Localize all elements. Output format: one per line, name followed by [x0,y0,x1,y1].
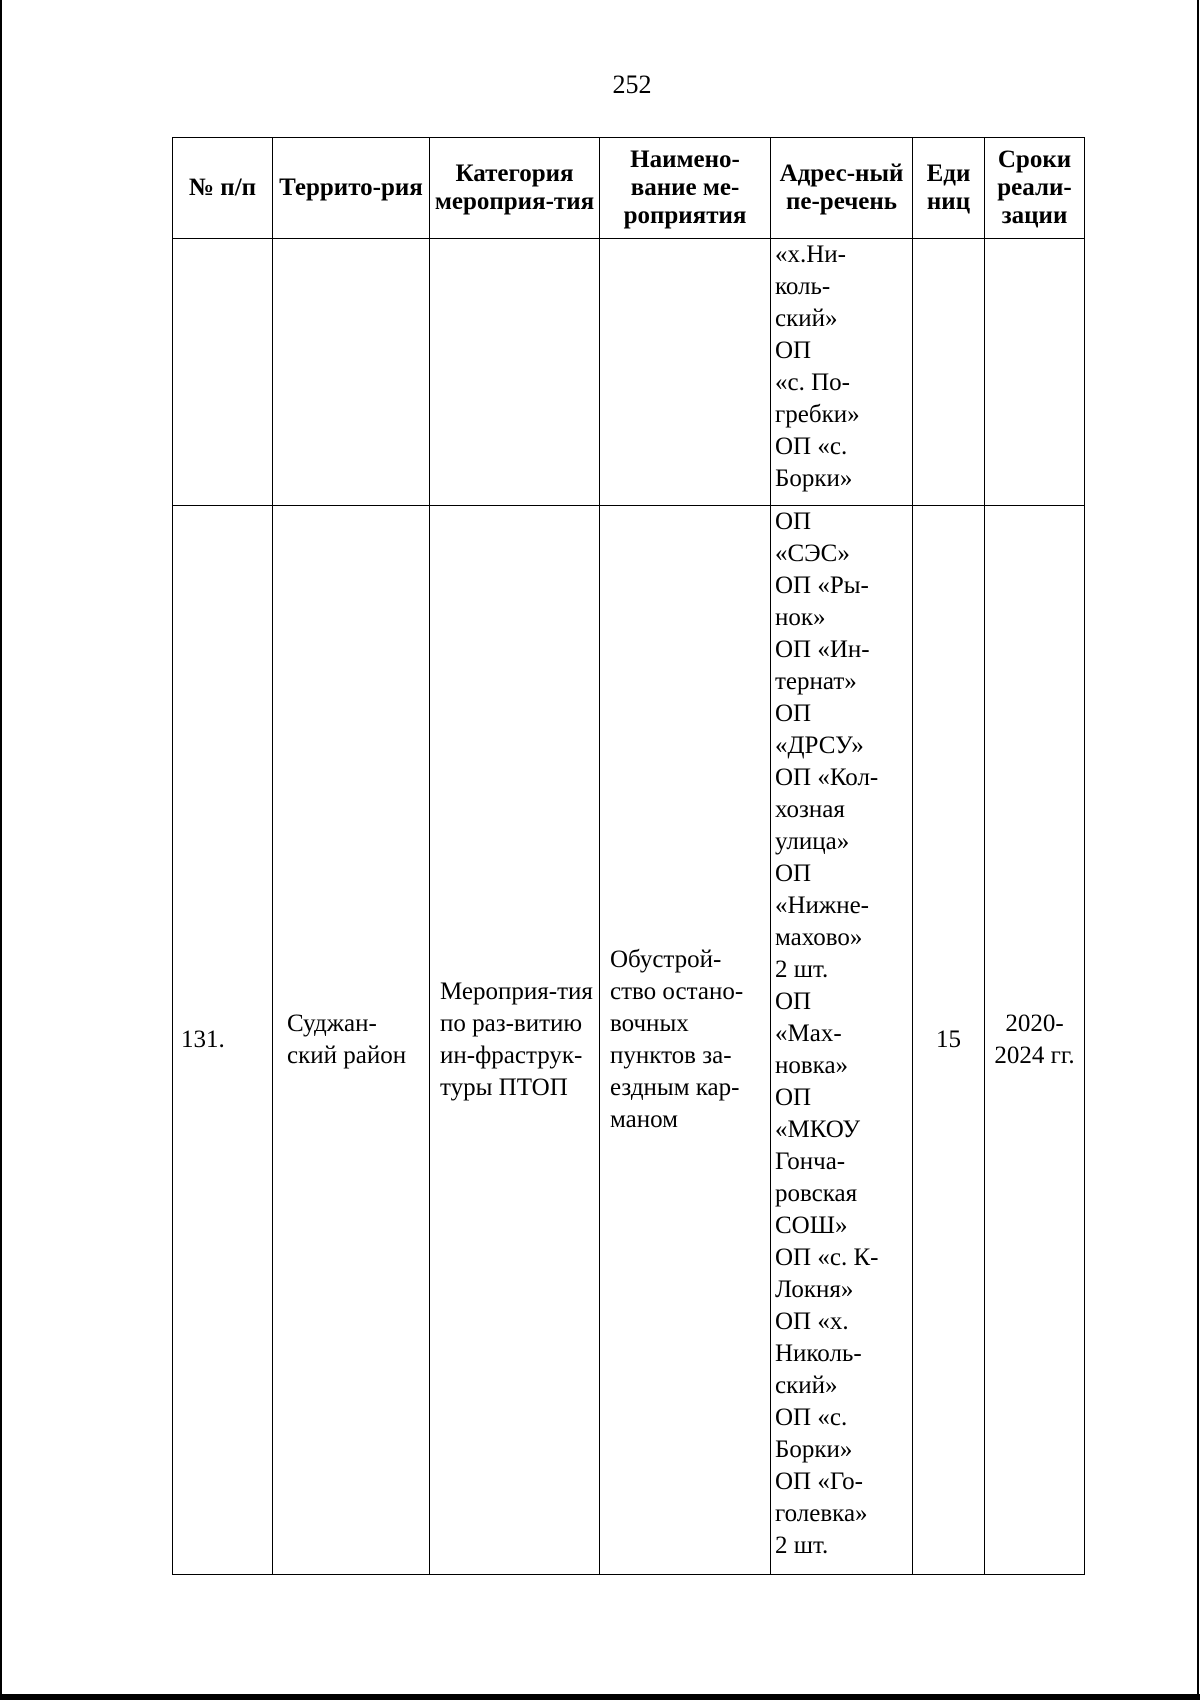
address-line: Локня» [775,1276,854,1303]
address-line: «СЭС» [775,540,850,567]
row-territory: Суджан-ский район [273,506,430,1575]
address-line: ОП «с. [775,433,848,460]
page-border-bottom [0,1694,1200,1700]
header-period: Сроки реали-зации [985,138,1085,239]
address-line: Николь- [775,1340,862,1367]
address-line: хозная [775,796,845,823]
address-line: Борки» [775,465,853,492]
header-units: Еди ниц [913,138,985,239]
address-line: СОШ» [775,1212,848,1239]
address-line: ОП «с. [775,1404,848,1431]
address-line: ОП [775,700,812,727]
table-row [173,239,1085,506]
address-line: голевка» [775,1500,868,1527]
page-border-right [1197,0,1199,1700]
measures-table [172,137,1085,1575]
address-line: ский» [775,1372,838,1399]
address-line: новка» [775,1052,849,1079]
address-line: ОП «с. К- [775,1244,879,1271]
row-category: Мероприя-тия по раз-витию ин-фраструк-туры ПТОП [430,506,600,1575]
row-units [913,239,985,506]
row-category [430,239,600,506]
address-line: ский» [775,305,838,332]
address-line: гребки» [775,401,860,428]
row-period: 2020-2024 гг. [985,506,1085,1575]
page-border-left [0,0,2,1700]
address-line: ОП [775,860,812,887]
table-row [173,506,1085,1575]
address-line: ровская [775,1180,858,1207]
address-line: Гонча- [775,1148,846,1175]
address-line: нок» [775,604,826,631]
row-measure-name: Обустрой-ство остано-вочных пунктов за-ездным кар-маном [600,506,771,1575]
address-line: ОП «Кол- [775,764,879,791]
row-period [985,239,1085,506]
address-line: ОП «Ин- [775,636,870,663]
address-line: ОП [775,337,812,364]
header-territory: Террито-рия [273,138,430,239]
table-header-row [173,138,1085,239]
row-number [173,239,273,506]
row-measure-name [600,239,771,506]
header-number: № п/п [173,138,273,239]
address-line: ОП [775,988,812,1015]
address-line: «ДРСУ» [775,732,864,759]
address-line: коль- [775,273,831,300]
row-units: 15 [913,506,985,1575]
address-line: ОП [775,508,812,535]
page-number: 252 [612,70,652,99]
address-line: 2 шт. [775,956,829,983]
header-address: Адрес-ный пе-речень [771,138,913,239]
address-line: улица» [775,828,850,855]
address-line: ОП «Ры- [775,572,869,599]
address-line: ОП «х. [775,1308,849,1335]
address-line: «Нижне- [775,892,870,919]
address-line: «Мах- [775,1020,842,1047]
header-name: Наимено-вание ме-роприятия [600,138,771,239]
address-line: ОП [775,1084,812,1111]
address-line: 2 шт. [775,1532,829,1559]
row-territory [273,239,430,506]
row-address-list [771,506,913,1575]
address-line: «МКОУ [775,1116,861,1143]
address-line: Борки» [775,1436,853,1463]
row-number: 131. [173,506,273,1575]
header-category: Категория мероприя-тия [430,138,600,239]
address-line: ОП «Го- [775,1468,863,1495]
address-line: махово» [775,924,863,951]
address-line: «с. По- [775,369,850,396]
row-address-list [771,239,913,506]
address-line: «х.Ни- [775,241,847,268]
address-line: тернат» [775,668,857,695]
